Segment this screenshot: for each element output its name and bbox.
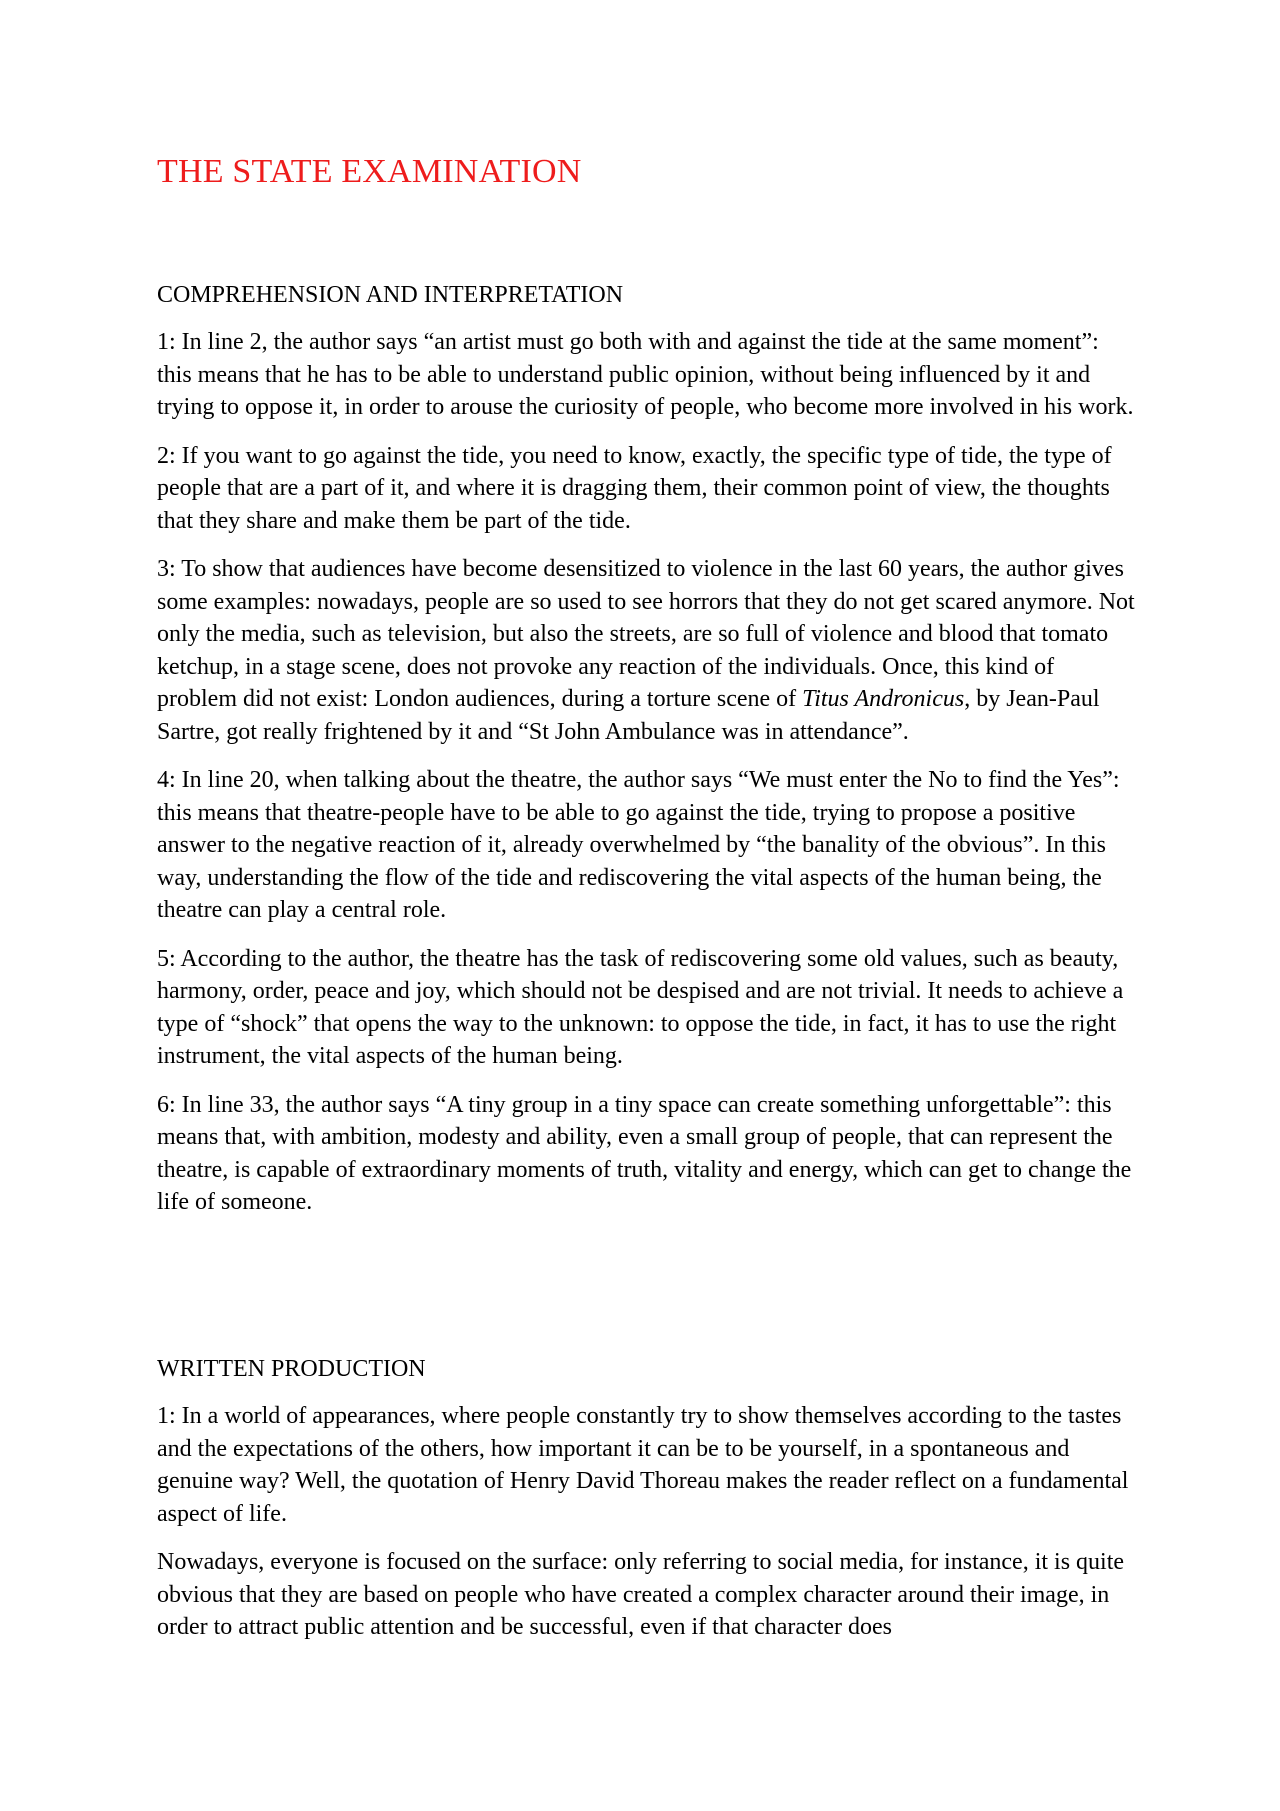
answer-paragraph-6: 6: In line 33, the author says “A tiny group in a tiny space can create something unforgettable”: this means that, with ambition, modesty and ability, even a small group of people, that can represent the theatre, is capable of extraordinary moments of truth, vitality and energy, which can get to change the life of someone. — [157, 1091, 1132, 1215]
section-heading: WRITTEN PRODUCTION — [157, 1356, 426, 1382]
essay-paragraph-2: Nowadays, everyone is focused on the surface: only referring to social media, for instance, it is quite obvious that they are based on people who have created a complex character around their image, in order to attract public attention and be successful, even if that character does — [157, 1549, 1125, 1640]
answer-paragraph-2: 2: If you want to go against the tide, you need to know, exactly, the specific type of tide, the type of people that are a part of it, and where it is dragging them, their common point of view, the thoughts that they share and make them be part of the tide. — [157, 442, 1112, 534]
paragraph-text: , by Jean-Paul Sartre, got really frightened by it and “St John Ambulance was in attendance”. — [157, 686, 1100, 745]
essay-paragraph-1: 1: In a world of appearances, where people constantly try to show themselves according to the tastes and the expectations of the others, how important it can be to be yourself, in a spontaneous and genuine way? Well, the quotation of Henry David Thoreau makes the reader reflect on a fundamental aspect of life. — [157, 1403, 1129, 1527]
answer-paragraph-5: 5: According to the author, the theatre has the task of rediscovering some old values, such as beauty, harmony, order, peace and joy, which should not be despised and are not trivial. It needs to achieve a type of “shock” that opens the way to the unknown: to oppose the tide, in fact, it has to use the right instrument, the vital aspects of the human being. — [157, 945, 1124, 1069]
play-title: Titus Andronicus — [802, 686, 965, 712]
section-heading: COMPREHENSION AND INTERPRETATION — [157, 282, 624, 308]
answer-paragraph-1: 1: In line 2, the author says “an artist must go both with and against the tide at the same moment”: this means that he has to be able to understand public opinion, without being influenced by it and trying to oppose it, in order to arouse the curiosity of people, who become more involved in his work. — [157, 329, 1134, 420]
section-written-production — [157, 1353, 1137, 1660]
paragraph-text: 3: To show that audiences have become desensitized to violence in the last 60 years, the author gives some examples: nowadays, people are so used to see horrors that they do not get scared anymore. Not only the media, such as television, but also the streets, are so full of violence and blood that tomato ketchup, in a stage scene, does not provoke any reaction of the individuals. Once, this kind of problem did not exist: London audiences, during a torture scene of — [157, 556, 1135, 712]
answer-paragraph-3 — [157, 553, 1137, 748]
document-title: THE STATE EXAMINATION — [157, 153, 582, 190]
section-comprehension — [157, 279, 1137, 1235]
answer-paragraph-4: 4: In line 20, when talking about the theatre, the author says “We must enter the No to find the Yes”: this means that theatre-people have to be able to go against the tide, trying to propose a positive answer to the negative reaction of it, already overwhelmed by “the banality of the obvious”. In this way, understanding the flow of the tide and rediscovering the vital aspects of the human being, the theatre can play a central role. — [157, 767, 1120, 923]
